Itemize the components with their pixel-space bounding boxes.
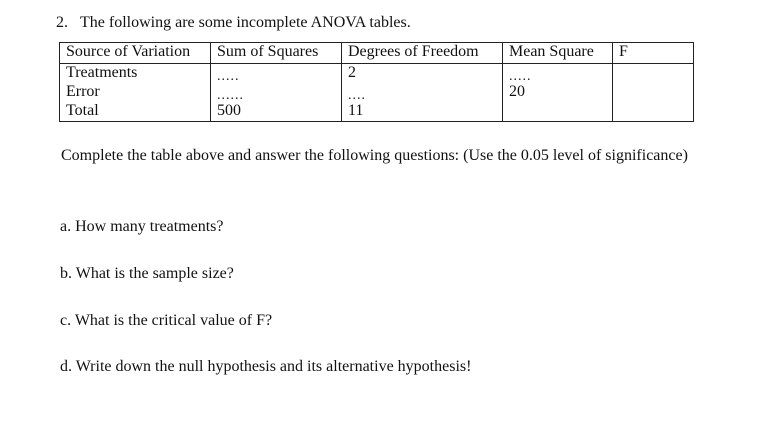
cell-f xyxy=(613,64,694,84)
question-number: 2. xyxy=(56,14,68,31)
cell-sum-of-squares: 500 xyxy=(211,102,342,122)
cell-degrees-of-freedom xyxy=(342,83,503,102)
cell-mean-square xyxy=(503,102,613,122)
question-heading xyxy=(56,13,411,33)
cell-degrees-of-freedom: 2 xyxy=(342,64,503,84)
cell-sum-of-squares xyxy=(211,83,342,102)
cell-source: Error xyxy=(60,83,211,102)
instructions-paragraph: Complete the table above and answer the following questions: (Use the 0.05 level of significance) xyxy=(61,147,688,164)
question-c: c. What is the critical value of F? xyxy=(60,312,273,329)
table-row-treatments xyxy=(60,64,694,84)
header-mean-square: Mean Square xyxy=(503,43,613,64)
header-source-of-variation: Source of Variation xyxy=(60,43,211,64)
cell-f xyxy=(613,83,694,102)
question-title: The following are some incomplete ANOVA tables. xyxy=(80,14,411,31)
header-degrees-of-freedom: Degrees of Freedom xyxy=(342,43,503,64)
cell-sum-of-squares xyxy=(211,64,342,84)
table-header-row xyxy=(60,43,694,64)
anova-table xyxy=(59,42,694,122)
question-a: a. How many treatments? xyxy=(60,218,224,235)
table-row-total xyxy=(60,102,694,122)
header-sum-of-squares: Sum of Squares xyxy=(211,43,342,64)
cell-degrees-of-freedom: 11 xyxy=(342,102,503,122)
blank-placeholder: .... xyxy=(348,88,366,103)
cell-source: Total xyxy=(60,102,211,122)
blank-placeholder: ..... xyxy=(217,69,240,84)
cell-mean-square xyxy=(503,64,613,84)
cell-mean-square: 20 xyxy=(503,83,613,102)
question-b: b. What is the sample size? xyxy=(60,265,234,282)
table-row-error xyxy=(60,83,694,102)
blank-placeholder: ...... xyxy=(217,88,244,103)
question-d: d. Write down the null hypothesis and its alternative hypothesis! xyxy=(60,358,472,375)
blank-placeholder: ..... xyxy=(509,69,532,84)
cell-source: Treatments xyxy=(60,64,211,84)
cell-f xyxy=(613,102,694,122)
header-f: F xyxy=(613,43,694,64)
